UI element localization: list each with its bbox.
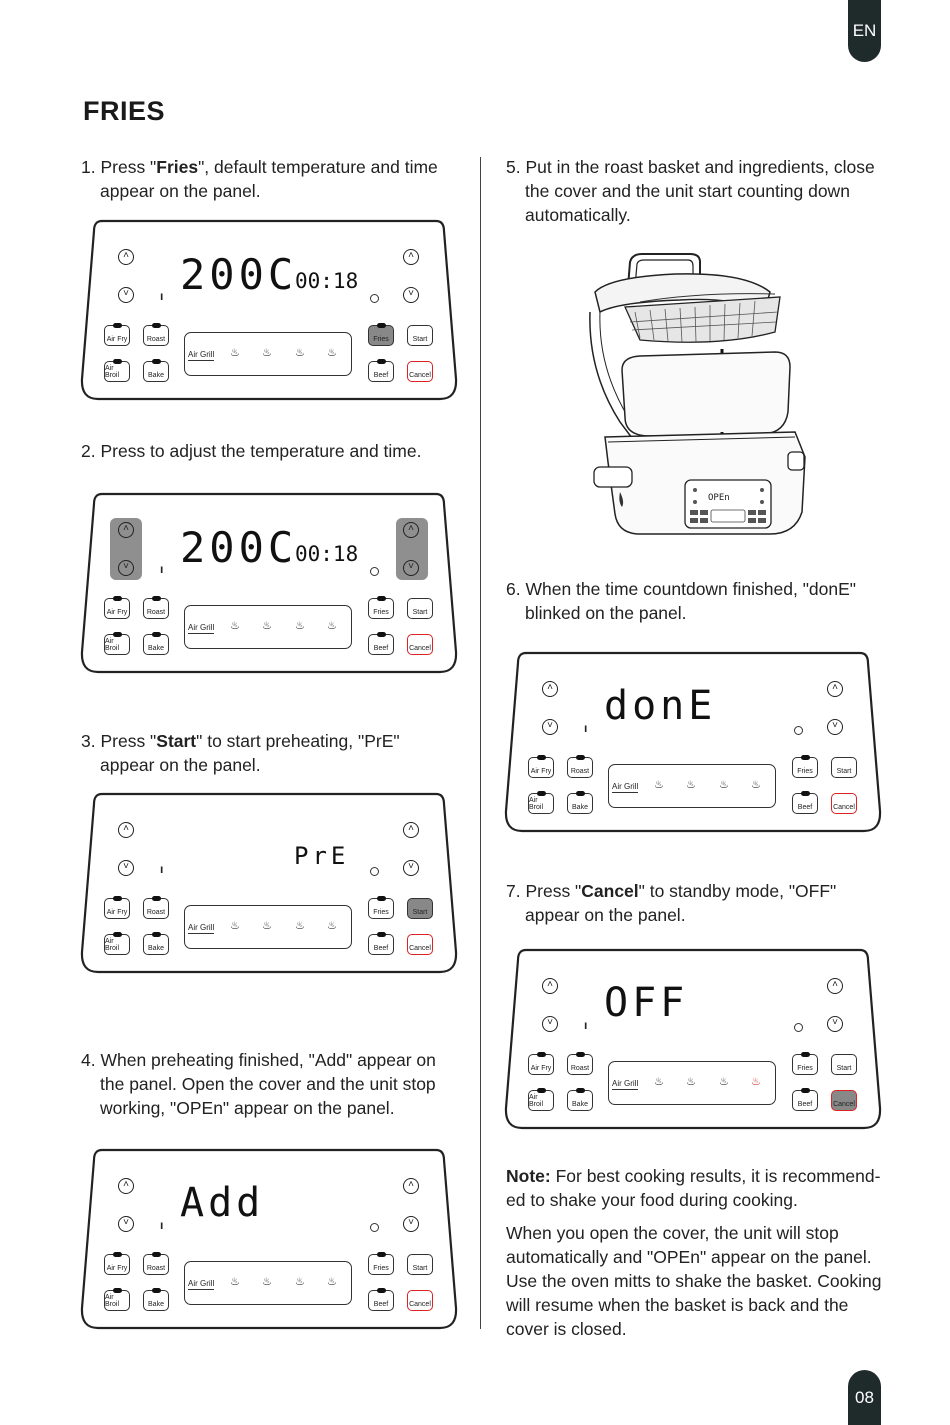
temp-down-icon[interactable]: ˅ bbox=[542, 1016, 558, 1032]
note-paragraph bbox=[506, 1164, 886, 1212]
roast-button[interactable] bbox=[143, 898, 169, 919]
flame-icon[interactable]: ♨ bbox=[230, 920, 240, 932]
control-panel-step-6 bbox=[504, 651, 882, 833]
button-label: Air Fry bbox=[530, 768, 552, 775]
button-label: Air Fry bbox=[106, 1265, 128, 1272]
button-label: Cancel bbox=[833, 1101, 855, 1108]
time-up-icon[interactable]: ˄ bbox=[403, 522, 419, 538]
thermometer-icon: ı bbox=[584, 1018, 588, 1032]
temp-up-icon[interactable]: ˄ bbox=[118, 522, 134, 538]
fries-button[interactable] bbox=[368, 598, 394, 619]
button-led bbox=[113, 1252, 122, 1257]
air-grill-label: Air Grill bbox=[612, 782, 639, 791]
control-panel-step-2 bbox=[80, 492, 458, 674]
air-fry-button[interactable] bbox=[104, 1254, 130, 1275]
button-led bbox=[113, 323, 122, 328]
button-label: Bake bbox=[148, 1301, 164, 1308]
step-1-text-a: 1. Press " bbox=[81, 157, 157, 177]
button-label: Beef bbox=[797, 1101, 813, 1108]
clock-icon bbox=[794, 726, 803, 735]
air-broil-button[interactable] bbox=[528, 793, 554, 814]
flame-icon[interactable]: ♨ bbox=[654, 1076, 664, 1088]
beef-button[interactable] bbox=[368, 934, 394, 955]
air-grill-label: Air Grill bbox=[188, 1279, 215, 1288]
note-p2-line-2: automatically and "OPEn" appear on the panel. bbox=[506, 1247, 872, 1267]
button-led bbox=[576, 1052, 585, 1057]
button-led bbox=[377, 359, 386, 364]
beef-button[interactable] bbox=[368, 634, 394, 655]
button-led bbox=[537, 791, 546, 796]
button-led bbox=[377, 1288, 386, 1293]
beef-button[interactable] bbox=[368, 1290, 394, 1311]
start-button[interactable] bbox=[407, 325, 433, 346]
cancel-button[interactable] bbox=[407, 634, 433, 655]
step-5-line-3: automatically. bbox=[525, 205, 631, 225]
control-panel-step-4 bbox=[80, 1148, 458, 1330]
button-label: Beef bbox=[373, 372, 389, 379]
display-temperature: 200C bbox=[180, 523, 298, 572]
note-line-2: ed to shake your food during cooking. bbox=[506, 1190, 798, 1210]
flame-icon[interactable]: ♨ bbox=[686, 779, 696, 791]
button-label: Cancel bbox=[833, 804, 855, 811]
button-led bbox=[113, 1288, 122, 1293]
button-led bbox=[152, 896, 161, 901]
flame-icon[interactable]: ♨ bbox=[230, 1276, 240, 1288]
display-time: 00:18 bbox=[295, 269, 359, 293]
clock-icon bbox=[370, 1223, 379, 1232]
button-led bbox=[113, 896, 122, 901]
temp-down-icon[interactable]: ˅ bbox=[118, 287, 134, 303]
flame-icon[interactable]: ♨ bbox=[719, 779, 729, 791]
air-grill-label: Air Grill bbox=[188, 350, 215, 359]
temp-down-icon[interactable]: ˅ bbox=[542, 719, 558, 735]
step-3-text-c: " to start preheating, "PrE" bbox=[196, 731, 400, 751]
roast-button[interactable] bbox=[567, 1054, 593, 1075]
step-1-bold: Fries bbox=[156, 157, 199, 177]
bake-button[interactable] bbox=[143, 1290, 169, 1311]
flame-icon[interactable]: ♨ bbox=[719, 1076, 729, 1088]
thermometer-icon: ı bbox=[160, 862, 164, 876]
button-label: Bake bbox=[572, 1101, 588, 1108]
button-label: Air Fry bbox=[530, 1065, 552, 1072]
time-up-icon[interactable]: ˄ bbox=[403, 249, 419, 265]
button-label: Cancel bbox=[409, 1301, 431, 1308]
air-fry-button[interactable] bbox=[528, 757, 554, 778]
flame-icon[interactable]: ♨ bbox=[262, 620, 272, 632]
step-3-text bbox=[81, 729, 400, 777]
fries-button[interactable] bbox=[368, 325, 394, 346]
air-grill-label: Air Grill bbox=[188, 923, 215, 932]
button-label: Beef bbox=[373, 645, 389, 652]
flame-icon[interactable]: ♨ bbox=[262, 347, 272, 359]
step-5-line-1: 5. Put in the roast basket and ingredients, close bbox=[506, 157, 875, 177]
button-led bbox=[537, 755, 546, 760]
air-broil-button[interactable] bbox=[528, 1090, 554, 1111]
button-label: Air Broil bbox=[529, 1094, 544, 1108]
display-text: PrE bbox=[294, 842, 350, 870]
cancel-button[interactable] bbox=[831, 1090, 857, 1111]
cancel-button[interactable] bbox=[407, 1290, 433, 1311]
step-2-text bbox=[81, 439, 421, 463]
illustration-display-text: OPEn bbox=[708, 493, 730, 503]
button-label: Start bbox=[836, 1065, 852, 1072]
fries-button[interactable] bbox=[792, 1054, 818, 1075]
step-6-line-1: 6. When the time countdown finished, "donE" bbox=[506, 579, 856, 599]
flame-icon[interactable]: ♨ bbox=[327, 347, 337, 359]
clock-icon bbox=[370, 867, 379, 876]
button-label: Roast bbox=[146, 909, 166, 916]
language-tab bbox=[848, 0, 881, 62]
step-6-line-2: blinked on the panel. bbox=[525, 603, 687, 623]
start-button[interactable] bbox=[407, 1254, 433, 1275]
note-paragraph-2 bbox=[506, 1221, 886, 1341]
button-label: Cancel bbox=[409, 645, 431, 652]
button-led bbox=[152, 596, 161, 601]
fries-button[interactable] bbox=[368, 898, 394, 919]
bake-button[interactable] bbox=[143, 934, 169, 955]
air-fry-button[interactable] bbox=[104, 325, 130, 346]
bake-button[interactable] bbox=[143, 361, 169, 382]
time-up-icon[interactable]: ˄ bbox=[827, 681, 843, 697]
flame-icon[interactable]: ♨ bbox=[295, 347, 305, 359]
air-fryer-illustration bbox=[580, 252, 810, 542]
cancel-button[interactable] bbox=[407, 934, 433, 955]
thermometer-icon: ı bbox=[160, 1218, 164, 1232]
air-grill-box[interactable] bbox=[184, 605, 352, 649]
step-6-text bbox=[506, 577, 856, 625]
step-7-line-2: appear on the panel. bbox=[525, 905, 686, 925]
clock-icon bbox=[794, 1023, 803, 1032]
button-label: Start bbox=[412, 609, 428, 616]
step-7-text-c: " to standby mode, "OFF" bbox=[638, 881, 837, 901]
button-led bbox=[377, 896, 386, 901]
flame-icon[interactable]: ♨ bbox=[686, 1076, 696, 1088]
step-3-text-a: 3. Press " bbox=[81, 731, 157, 751]
note-p2-line-3: Use the oven mitts to shake the basket. Cooking bbox=[506, 1271, 882, 1291]
beef-button[interactable] bbox=[792, 1090, 818, 1111]
button-label: Air Broil bbox=[105, 638, 120, 652]
step-1-line-2: appear on the panel. bbox=[100, 181, 261, 201]
button-led bbox=[152, 1252, 161, 1257]
thermometer-icon: ı bbox=[160, 289, 164, 303]
step-4-text bbox=[81, 1048, 436, 1120]
note-p2-line-4: will resume when the basket is back and the bbox=[506, 1295, 849, 1315]
button-label: Start bbox=[412, 1265, 428, 1272]
air-fry-button[interactable] bbox=[104, 898, 130, 919]
time-up-icon[interactable]: ˄ bbox=[403, 1178, 419, 1194]
button-label: Beef bbox=[797, 804, 813, 811]
temp-down-icon[interactable]: ˅ bbox=[118, 560, 134, 576]
time-up-icon[interactable]: ˄ bbox=[827, 978, 843, 994]
display-temperature: 200C bbox=[180, 250, 298, 299]
step-1-text bbox=[81, 155, 438, 203]
button-led bbox=[576, 1088, 585, 1093]
clock-icon bbox=[370, 294, 379, 303]
air-fryer-drawing bbox=[580, 252, 810, 542]
button-led bbox=[113, 932, 122, 937]
button-led bbox=[576, 755, 585, 760]
clock-icon bbox=[370, 567, 379, 576]
air-grill-label: Air Grill bbox=[188, 623, 215, 632]
page-number: 08 bbox=[855, 1387, 874, 1407]
button-led bbox=[113, 632, 122, 637]
time-up-icon[interactable]: ˄ bbox=[403, 822, 419, 838]
button-label: Air Broil bbox=[105, 1294, 120, 1308]
step-4-line-3: working, "OPEn" appear on the panel. bbox=[100, 1098, 395, 1118]
button-led bbox=[377, 632, 386, 637]
beef-button[interactable] bbox=[792, 793, 818, 814]
button-led bbox=[801, 1088, 810, 1093]
control-panel-step-1 bbox=[80, 219, 458, 401]
button-led bbox=[377, 596, 386, 601]
button-led bbox=[377, 932, 386, 937]
button-led bbox=[152, 359, 161, 364]
start-button[interactable] bbox=[407, 598, 433, 619]
roast-button[interactable] bbox=[143, 1254, 169, 1275]
temp-up-icon[interactable]: ˄ bbox=[118, 822, 134, 838]
button-label: Fries bbox=[373, 909, 389, 916]
air-fry-button[interactable] bbox=[528, 1054, 554, 1075]
start-button[interactable] bbox=[831, 757, 857, 778]
note-p2-line-1: When you open the cover, the unit will stop bbox=[506, 1223, 839, 1243]
control-panel-step-3 bbox=[80, 792, 458, 974]
button-led bbox=[576, 791, 585, 796]
button-led bbox=[801, 755, 810, 760]
button-led bbox=[377, 1252, 386, 1257]
flame-icon[interactable]: ♨ bbox=[751, 779, 761, 791]
button-label: Start bbox=[412, 336, 428, 343]
temp-up-icon[interactable]: ˄ bbox=[118, 1178, 134, 1194]
button-label: Bake bbox=[148, 945, 164, 952]
step-2-line-1: 2. Press to adjust the temperature and time. bbox=[81, 441, 422, 461]
button-label: Beef bbox=[373, 945, 389, 952]
time-down-icon[interactable]: ˅ bbox=[827, 1016, 843, 1032]
flame-icon[interactable]: ♨ bbox=[262, 1276, 272, 1288]
flame-icon[interactable]: ♨ bbox=[751, 1076, 761, 1088]
step-5-text bbox=[506, 155, 875, 227]
button-led bbox=[152, 323, 161, 328]
temp-up-icon[interactable]: ˄ bbox=[118, 249, 134, 265]
flame-icon[interactable]: ♨ bbox=[295, 620, 305, 632]
thermometer-icon: ı bbox=[584, 721, 588, 735]
button-led bbox=[801, 791, 810, 796]
cancel-button[interactable] bbox=[831, 793, 857, 814]
button-label: Cancel bbox=[409, 372, 431, 379]
flame-icon[interactable]: ♨ bbox=[327, 920, 337, 932]
button-led bbox=[152, 932, 161, 937]
page-number-tab bbox=[848, 1370, 881, 1425]
button-led bbox=[537, 1052, 546, 1057]
start-button[interactable] bbox=[831, 1054, 857, 1075]
button-label: Fries bbox=[797, 768, 813, 775]
button-led bbox=[801, 1052, 810, 1057]
roast-button[interactable] bbox=[143, 325, 169, 346]
language-tab-label: EN bbox=[852, 21, 877, 40]
time-down-icon[interactable]: ˅ bbox=[403, 560, 419, 576]
button-label: Cancel bbox=[409, 945, 431, 952]
step-3-bold: Start bbox=[156, 731, 197, 751]
button-label: Roast bbox=[570, 768, 590, 775]
flame-icon[interactable]: ♨ bbox=[327, 620, 337, 632]
flame-icon[interactable]: ♨ bbox=[327, 1276, 337, 1288]
button-label: Roast bbox=[146, 336, 166, 343]
step-4-line-1: 4. When preheating finished, "Add" appear on bbox=[81, 1050, 436, 1070]
cancel-button[interactable] bbox=[407, 361, 433, 382]
step-7-text-a: 7. Press " bbox=[506, 881, 582, 901]
temp-up-icon[interactable]: ˄ bbox=[542, 681, 558, 697]
time-down-icon[interactable]: ˅ bbox=[827, 719, 843, 735]
temp-down-icon[interactable]: ˅ bbox=[118, 1216, 134, 1232]
button-led bbox=[113, 596, 122, 601]
air-broil-button[interactable] bbox=[104, 934, 130, 955]
fries-button[interactable] bbox=[792, 757, 818, 778]
button-led bbox=[537, 1088, 546, 1093]
fries-button[interactable] bbox=[368, 1254, 394, 1275]
step-4-line-2: the panel. Open the cover and the unit stop bbox=[100, 1074, 436, 1094]
roast-button[interactable] bbox=[143, 598, 169, 619]
step-1-text-c: ", default temperature and time bbox=[198, 157, 438, 177]
bake-button[interactable] bbox=[567, 1090, 593, 1111]
air-grill-box[interactable] bbox=[184, 332, 352, 376]
time-down-icon[interactable]: ˅ bbox=[403, 287, 419, 303]
air-broil-button[interactable] bbox=[104, 1290, 130, 1311]
beef-button[interactable] bbox=[368, 361, 394, 382]
flame-icon[interactable]: ♨ bbox=[295, 1276, 305, 1288]
bake-button[interactable] bbox=[567, 793, 593, 814]
button-label: Fries bbox=[373, 1265, 389, 1272]
step-5-line-2: the cover and the unit start counting down bbox=[525, 181, 850, 201]
step-7-bold: Cancel bbox=[581, 881, 639, 901]
button-label: Air Broil bbox=[105, 365, 120, 379]
button-label: Bake bbox=[572, 804, 588, 811]
flame-icon[interactable]: ♨ bbox=[230, 620, 240, 632]
button-label: Start bbox=[836, 768, 852, 775]
button-label: Bake bbox=[148, 645, 164, 652]
button-label: Air Fry bbox=[106, 609, 128, 616]
temp-down-icon[interactable]: ˅ bbox=[118, 860, 134, 876]
display-time: 00:18 bbox=[295, 542, 359, 566]
air-grill-label: Air Grill bbox=[612, 1079, 639, 1088]
control-panel-step-7 bbox=[504, 948, 882, 1130]
button-label: Fries bbox=[373, 609, 389, 616]
note-label: Note: bbox=[506, 1166, 551, 1186]
flame-icon[interactable]: ♨ bbox=[230, 347, 240, 359]
start-button[interactable] bbox=[407, 898, 433, 919]
button-label: Roast bbox=[570, 1065, 590, 1072]
air-broil-button[interactable] bbox=[104, 361, 130, 382]
button-label: Air Fry bbox=[106, 909, 128, 916]
step-3-line-2: appear on the panel. bbox=[100, 755, 261, 775]
air-broil-button[interactable] bbox=[104, 634, 130, 655]
button-label: Air Broil bbox=[105, 938, 120, 952]
button-label: Air Fry bbox=[106, 336, 128, 343]
button-label: Start bbox=[412, 909, 428, 916]
note-line-1: For best cooking results, it is recommend- bbox=[550, 1166, 881, 1186]
air-grill-box[interactable] bbox=[184, 1261, 352, 1305]
button-led bbox=[113, 359, 122, 364]
column-divider bbox=[480, 157, 481, 1329]
display-text: OFF bbox=[604, 980, 689, 1026]
air-grill-box[interactable] bbox=[608, 764, 776, 808]
time-down-icon[interactable]: ˅ bbox=[403, 860, 419, 876]
button-label: Roast bbox=[146, 609, 166, 616]
button-label: Air Broil bbox=[529, 797, 544, 811]
flame-icon[interactable]: ♨ bbox=[262, 920, 272, 932]
temp-up-icon[interactable]: ˄ bbox=[542, 978, 558, 994]
step-7-text bbox=[506, 879, 836, 927]
button-label: Bake bbox=[148, 372, 164, 379]
flame-icon[interactable]: ♨ bbox=[654, 779, 664, 791]
air-grill-box[interactable] bbox=[184, 905, 352, 949]
time-down-icon[interactable]: ˅ bbox=[403, 1216, 419, 1232]
button-label: Beef bbox=[373, 1301, 389, 1308]
flame-icon[interactable]: ♨ bbox=[295, 920, 305, 932]
button-label: Fries bbox=[797, 1065, 813, 1072]
air-grill-box[interactable] bbox=[608, 1061, 776, 1105]
air-fry-button[interactable] bbox=[104, 598, 130, 619]
note-p2-line-5: cover is closed. bbox=[506, 1319, 627, 1339]
button-led bbox=[377, 323, 386, 328]
display-text: donE bbox=[604, 683, 717, 729]
roast-button[interactable] bbox=[567, 757, 593, 778]
page-title: FRIES bbox=[83, 96, 166, 126]
button-label: Roast bbox=[146, 1265, 166, 1272]
thermometer-icon: ı bbox=[160, 562, 164, 576]
button-led bbox=[152, 632, 161, 637]
bake-button[interactable] bbox=[143, 634, 169, 655]
button-label: Fries bbox=[373, 336, 389, 343]
display-text: Add bbox=[180, 1180, 265, 1226]
button-led bbox=[152, 1288, 161, 1293]
